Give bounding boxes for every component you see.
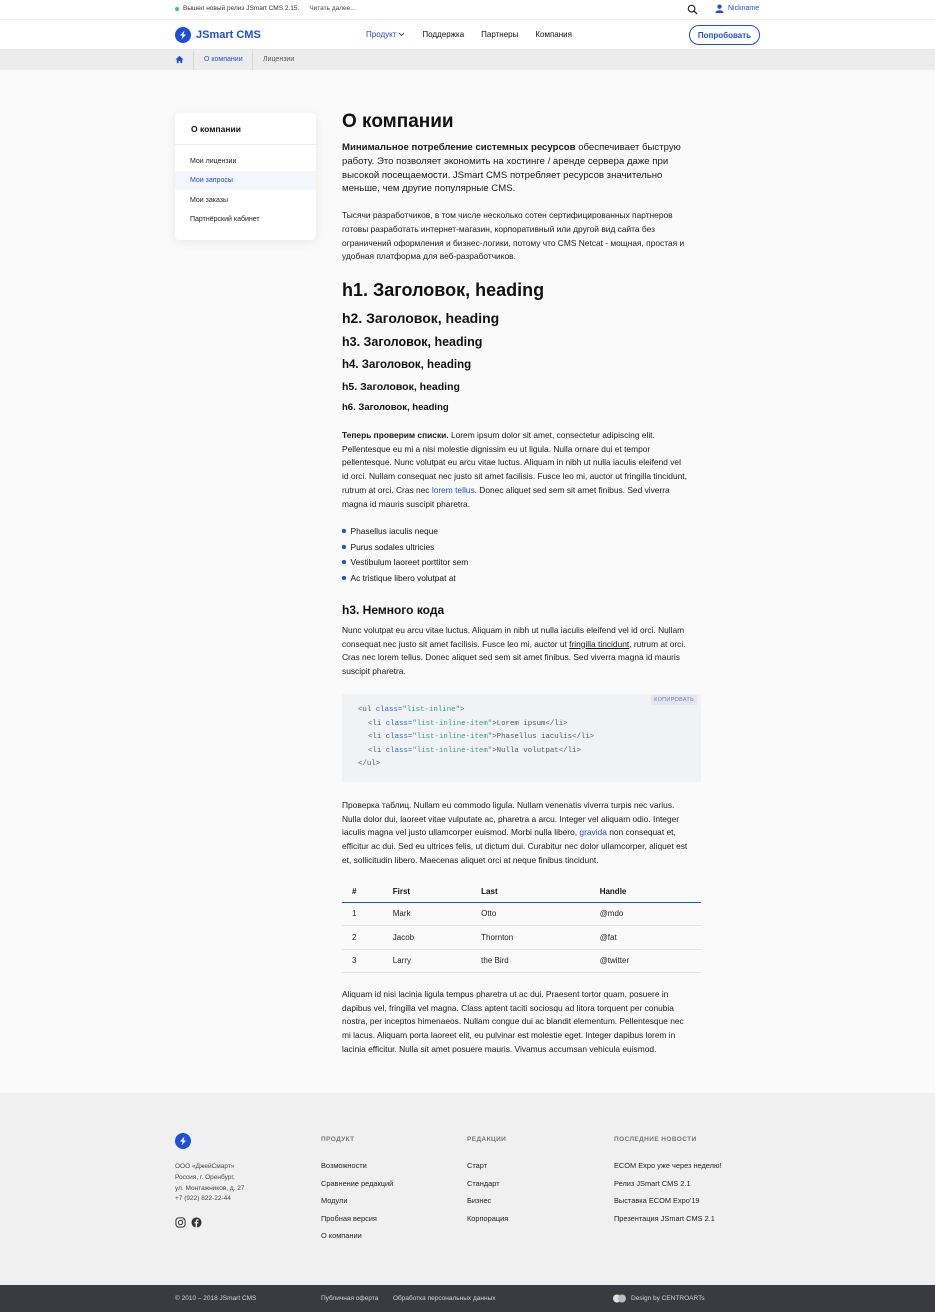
gravida-link[interactable]: gravida <box>579 827 607 838</box>
heading-h5: h5. Заголовок, heading <box>342 381 460 393</box>
nav-company[interactable]: Компания <box>535 30 572 39</box>
sidebar-item-orders[interactable]: Мои заказы <box>190 197 229 204</box>
table-header: First <box>383 882 471 902</box>
table-cell: the Bird <box>471 949 590 973</box>
copyright: © 2010 – 2018 JSmart CMS <box>175 1295 257 1302</box>
user-icon <box>715 4 724 13</box>
public-offer-link[interactable]: Публичная оферта <box>321 1295 379 1302</box>
top-bar <box>0 0 935 20</box>
footer-link[interactable]: Корпорация <box>467 1213 509 1223</box>
code-line: <li class="list-inline-item">Lorem ipsum</li> <box>368 720 568 728</box>
table-header-row <box>342 882 701 902</box>
footer-link[interactable]: Пробная версия <box>321 1213 377 1223</box>
instagram-icon[interactable] <box>175 1217 186 1228</box>
table-cell: 3 <box>342 949 383 973</box>
table-row <box>342 949 701 973</box>
list-item: Ac tristique libero volutpat at <box>342 573 456 583</box>
table-header: Handle <box>590 882 701 902</box>
copy-button[interactable]: КОПИРОВАТЬ <box>651 695 697 705</box>
footer-link[interactable]: Сравнение редакций <box>321 1178 394 1188</box>
bullet-icon <box>342 560 346 564</box>
bullet-icon <box>342 529 346 533</box>
code-block <box>342 694 701 782</box>
nav-partners[interactable]: Партнеры <box>481 30 519 39</box>
breadcrumb-divider <box>252 50 253 70</box>
footer-column-news <box>614 1136 722 1231</box>
footer <box>0 1093 935 1285</box>
table-header: # <box>342 882 383 902</box>
table-row <box>342 926 701 950</box>
breadcrumb-divider <box>193 50 194 70</box>
logo-text: JSmart CMS <box>196 29 261 41</box>
intro-paragraph: Минимальное потребление системных ресурсов обеспечивает быструю работу. Это позволяет экономить на хостинге / аренде сервера даже при высокой посещаемости. JSmart CMS потребляет ресурсов значительно меньше, чем другие популярные CMS. <box>342 142 681 195</box>
footer-link[interactable]: Выставка ECOM Expo'19 <box>614 1196 700 1206</box>
table-cell: Mark <box>383 902 471 926</box>
bullet-icon <box>342 576 346 580</box>
designer-link[interactable]: Design by CENTROARTs <box>631 1295 705 1302</box>
privacy-link[interactable]: Обработка персональных данных <box>393 1295 496 1302</box>
fringilla-link[interactable]: fringilla tincidunt <box>569 638 630 649</box>
read-more-link[interactable]: Читать далее... <box>309 5 356 12</box>
sidebar-item-partner[interactable]: Партнёрский кабинет <box>190 216 260 223</box>
footer-column-editions <box>467 1136 508 1231</box>
try-button[interactable]: Попробовать <box>689 25 760 45</box>
heading-h4: h4. Заголовок, heading <box>342 359 472 371</box>
footer-column-title: ПОСЛЕДНИЕ НОВОСТИ <box>614 1136 697 1143</box>
footer-link[interactable]: ECOM Expo уже через неделю! <box>614 1161 722 1170</box>
footer-link[interactable]: Релиз JSmart CMS 2.1 <box>614 1178 691 1188</box>
code-line: <li class="list-inline-item">Nulla volutpat</li> <box>368 747 581 755</box>
footer-column-title: ПРОДУКТ <box>321 1136 355 1143</box>
breadcrumb-company[interactable]: О компании <box>204 56 243 63</box>
search-icon[interactable] <box>687 4 698 15</box>
news-banner <box>175 5 356 12</box>
second-paragraph: Тысячи разработчиков, в том числе несколько сотен сертифицированных партнеров готовы разработать интернет-магазин, корпоративный или другой вид сайта без ограничений оформления и бизнес-логики, потому что CMS Netcat - мощная, простая и удобная платформа для веб-разработчиков. <box>342 210 685 262</box>
table-cell: Jacob <box>383 926 471 950</box>
table-paragraph: Проверка таблиц. Nullam eu commodo ligula. Nullam venenatis viverra turpis nec varius. Nulla dolor dui, laoreet vitae vulputate ac, pharetra a arcu. Integer vel aliquam odio. Integer iaculis magna vel justo ullamcorper euismod. Morbi nulla libero, gravida non consequat et, efficitur ac dui. Sed eu ultrices felis, ut dictum dui. Curabitur nec dolor ullamcorper, aliquet est et, sollicitudin libero. Maecenas aliquet orci at neque finibus tincidunt. <box>342 800 688 865</box>
footer-link[interactable]: Бизнес <box>467 1196 492 1206</box>
code-heading: h3. Немного кода <box>342 603 445 617</box>
status-dot-icon <box>175 7 179 11</box>
footer-column-title: РЕДАКЦИИ <box>467 1136 507 1143</box>
bullet-icon <box>342 545 346 549</box>
table-cell: @twitter <box>590 949 701 973</box>
code-line: <li class="list-inline-item">Phasellus iaculis</li> <box>368 733 595 741</box>
heading-h2: h2. Заголовок, heading <box>342 310 500 326</box>
outro-paragraph: Aliquam id nisi lacinia ligula tempus pharetra ut ac dui. Praesent tortor quam, posuere in dapibus vel, fringilla vel magna. Class aptent taciti sociosqu ad litora torquent per conubia nostra, per inceptos himenaeos. Nullam congue dui ac blandit elementum. Pellentesque nec mi lacus. Aliquam porta laoreet elit, eu pulvinar est molestie eget. Integer dapibus lorem in lacinia efficitur. Nulla sit amet posuere mauris. Vivamus accumsan vehicula euismod. <box>342 989 684 1054</box>
footer-link[interactable]: Стандарт <box>467 1178 500 1188</box>
table-cell: Otto <box>471 902 590 926</box>
home-icon[interactable] <box>175 55 184 64</box>
logo[interactable] <box>175 27 261 43</box>
sidebar-item-requests[interactable]: Мои запросы <box>175 171 316 190</box>
table-cell: @mdo <box>590 902 701 926</box>
main-nav <box>366 30 572 39</box>
facebook-icon[interactable] <box>191 1217 202 1228</box>
heading-h3: h3. Заголовок, heading <box>342 335 483 349</box>
breadcrumb <box>0 50 935 70</box>
table-header: Last <box>471 882 590 902</box>
lorem-tellus-link[interactable]: lorem tellus <box>431 484 475 495</box>
page-title: О компании <box>342 111 454 132</box>
list-item: Purus sodales ultricies <box>342 542 434 552</box>
sidebar-item-licenses[interactable]: Мои лицензии <box>190 158 237 165</box>
table-cell: @fat <box>590 926 701 950</box>
table-cell: 1 <box>342 902 383 926</box>
sidebar-menu <box>175 113 316 240</box>
chevron-down-icon <box>398 32 405 37</box>
footer-column-product <box>321 1136 393 1249</box>
designer-logo-icon <box>613 1294 626 1303</box>
username: Nickname <box>728 5 760 12</box>
table-cell: 2 <box>342 926 383 950</box>
table-cell: Thornton <box>471 926 590 950</box>
table-row <box>342 902 701 926</box>
main-content <box>342 110 702 264</box>
list-item: Vestibulum laoreet porttitor sem <box>342 557 468 567</box>
code-line: <ul class="list-inline"> <box>358 706 465 714</box>
sidebar-title: О компании <box>191 124 241 134</box>
news-text: Вышел новый релиз JSmart CMS 2.15. <box>183 5 300 12</box>
nav-product[interactable]: Продукт <box>366 30 405 39</box>
company-address: ООО «ДжейСмарт» Россия, г. Оренбург, ул. Монтажников, д. 27 +7 (922) 822-22-44 <box>175 1163 245 1203</box>
code-line: </ul> <box>358 760 381 768</box>
table-cell: Larry <box>383 949 471 973</box>
footer-link[interactable]: Презентация JSmart CMS 2.1 <box>614 1213 715 1223</box>
code-paragraph: Nunc volutpat eu arcu vitae luctus. Aliquam in nibh ut nulla iaculis eleifend vel id orci. Nullam consequat nec justo sit amet facilisis. Fusce leo mi, auctor ut fringilla tincidunt, rutrum at orci. Cras nec lorem tellus. Donec aliquet sed sem sit amet finibus. Sed viverra magna id mauris suscipit pharetra. <box>342 625 686 677</box>
logo-icon <box>175 27 191 43</box>
heading-h6: h6. Заголовок, heading <box>342 402 449 413</box>
breadcrumb-current: Лицензии <box>263 56 295 63</box>
footer-link[interactable]: Возможности <box>321 1161 367 1170</box>
footer-link[interactable]: Старт <box>467 1161 488 1170</box>
lists-paragraph: Теперь проверим списки. Lorem ipsum dolor sit amet, consectetur adipiscing elit. Pellentesque eu mi a nisi molestie dignissim eu ut ligula. Nulla ornare dui et tempor pellentesque. Nunc volutpat eu arcu vitae luctus. Aliquam in nibh ut nulla iaculis eleifend vel id orci. Nullam consequat nec justo sit amet facilisis. Fusce leo mi, auctor ut fringilla tincidunt, rutrum at orci. Cras nec lorem tellus. Donec aliquet sed sem sit amet finibus. Sed viverra magna id mauris suscipit pharetra. <box>342 430 687 509</box>
user-menu[interactable] <box>715 4 759 13</box>
heading-h1: h1. Заголовок, heading <box>342 280 545 300</box>
bottom-bar <box>0 1285 935 1312</box>
main-header <box>0 20 935 50</box>
sidebar-divider <box>175 144 316 145</box>
list-item: Phasellus iaculis neque <box>342 526 438 536</box>
footer-logo-icon[interactable] <box>175 1133 191 1149</box>
data-table <box>342 882 701 973</box>
footer-link[interactable]: О компании <box>321 1231 362 1241</box>
footer-link[interactable]: Модули <box>321 1196 348 1206</box>
nav-support[interactable]: Поддержка <box>422 30 465 39</box>
